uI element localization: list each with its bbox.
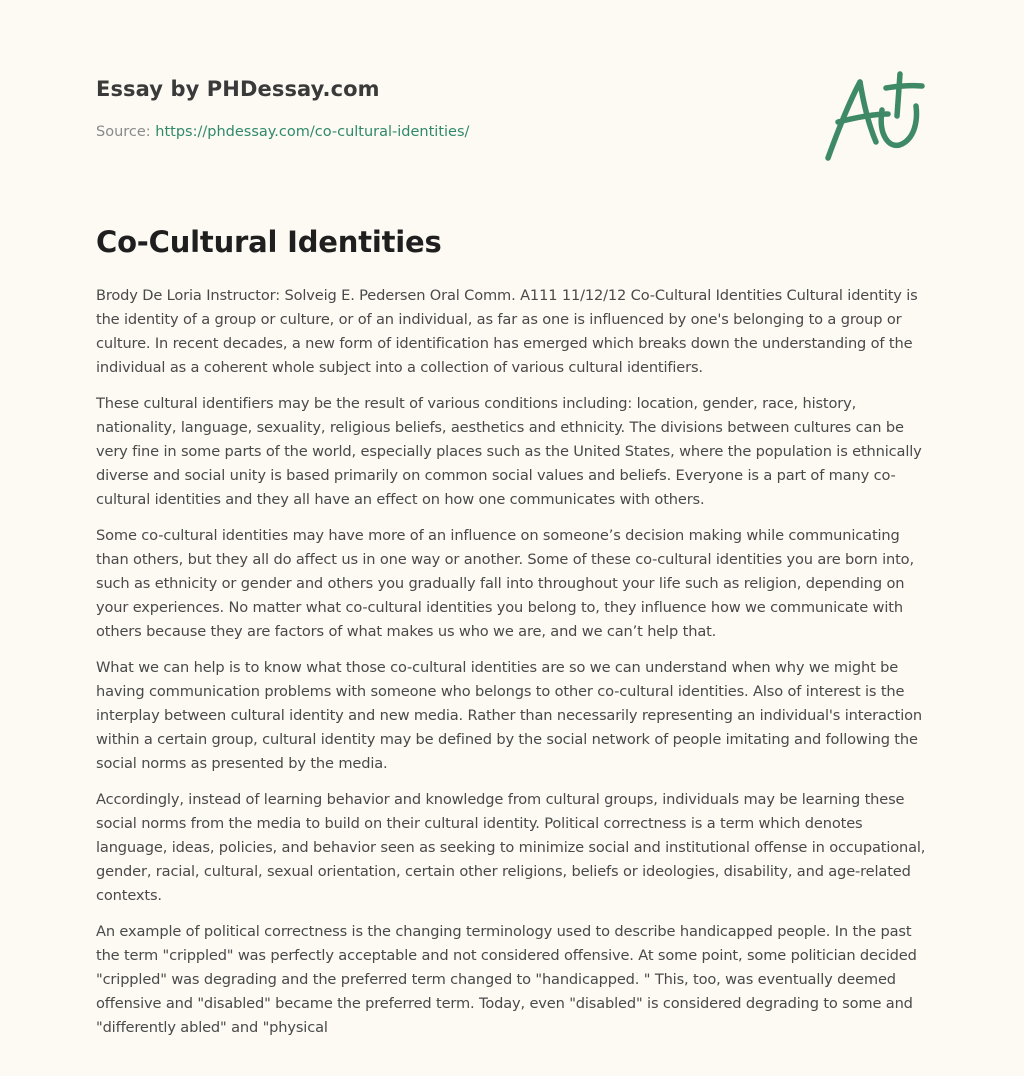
a-plus-logo-icon [820, 66, 930, 166]
source-line [96, 124, 469, 140]
essay-body [96, 284, 928, 1052]
site-title: Essay by PHDessay.com [96, 77, 380, 101]
essay-paragraph-2: These cultural identifiers may be the result of various conditions including: location, gender, race, history, nationality, language, sexuality, religious beliefs, aesthetics and ethnicity. The divisions between cultures can be very fine in some parts of the world, especially places such as the United States, where the population is ethnically diverse and social unity is based primarily on common social values and beliefs. Everyone is a part of many co-cultural identities and they all have an effect on how one communicates with others. [96, 395, 922, 508]
essay-paragraph-6: An example of political correctness is the changing terminology used to describe handicapped people. In the past the term "crippled" was perfectly acceptable and not considered offensive. At some point, some politician decided "crippled" was degrading and the preferred term changed to "handicapped. " This, too, was eventually deemed offensive and "disabled" became the preferred term. Today, even "disabled" is considered degrading to some and "differently abled" and "physical [96, 923, 917, 1036]
source-label: Source: [96, 124, 156, 140]
essay-paragraph-3: Some co-cultural identities may have more of an influence on someone’s decision making while communicating than others, but they all do affect us in one way or another. Some of these co-cultural identities you are born into, such as ethnicity or gender and others you gradually fall into throughout your life such as religion, depending on your experiences. No matter what co-cultural identities you belong to, they influence how we communicate with others because they are factors of what makes us who we are, and we can’t help that. [96, 527, 914, 640]
essay-paragraph-5: Accordingly, instead of learning behavior and knowledge from cultural groups, individuals may be learning these social norms from the media to build on their cultural identity. Political correctness is a term which denotes language, ideas, policies, and behavior seen as seeking to minimize social and institutional offense in occupational, gender, racial, cultural, sexual orientation, certain other religions, beliefs or ideologies, disability, and age-related contexts. [96, 791, 926, 904]
essay-title: Co-Cultural Identities [96, 225, 442, 259]
essay-paragraph-1: Brody De Loria Instructor: Solveig E. Pedersen Oral Comm. A111 11/12/12 Co-Cultural Identities Cultural identity is the identity of a group or culture, or of an individual, as far as one is influenced by one's belonging to a group or culture. In recent decades, a new form of identification has emerged which breaks down the understanding of the individual as a coherent whole subject into a collection of various cultural identifiers. [96, 287, 918, 376]
essay-paragraph-4: What we can help is to know what those co-cultural identities are so we can understand when why we might be having communication problems with someone who belongs to other co-cultural identities. Also of interest is the interplay between cultural identity and new media. Rather than necessarily representing an individual's interaction within a certain group, cultural identity may be defined by the social network of people imitating and following the social norms as presented by the media. [96, 659, 923, 772]
source-link[interactable]: https://phdessay.com/co-cultural-identities/ [155, 124, 470, 140]
